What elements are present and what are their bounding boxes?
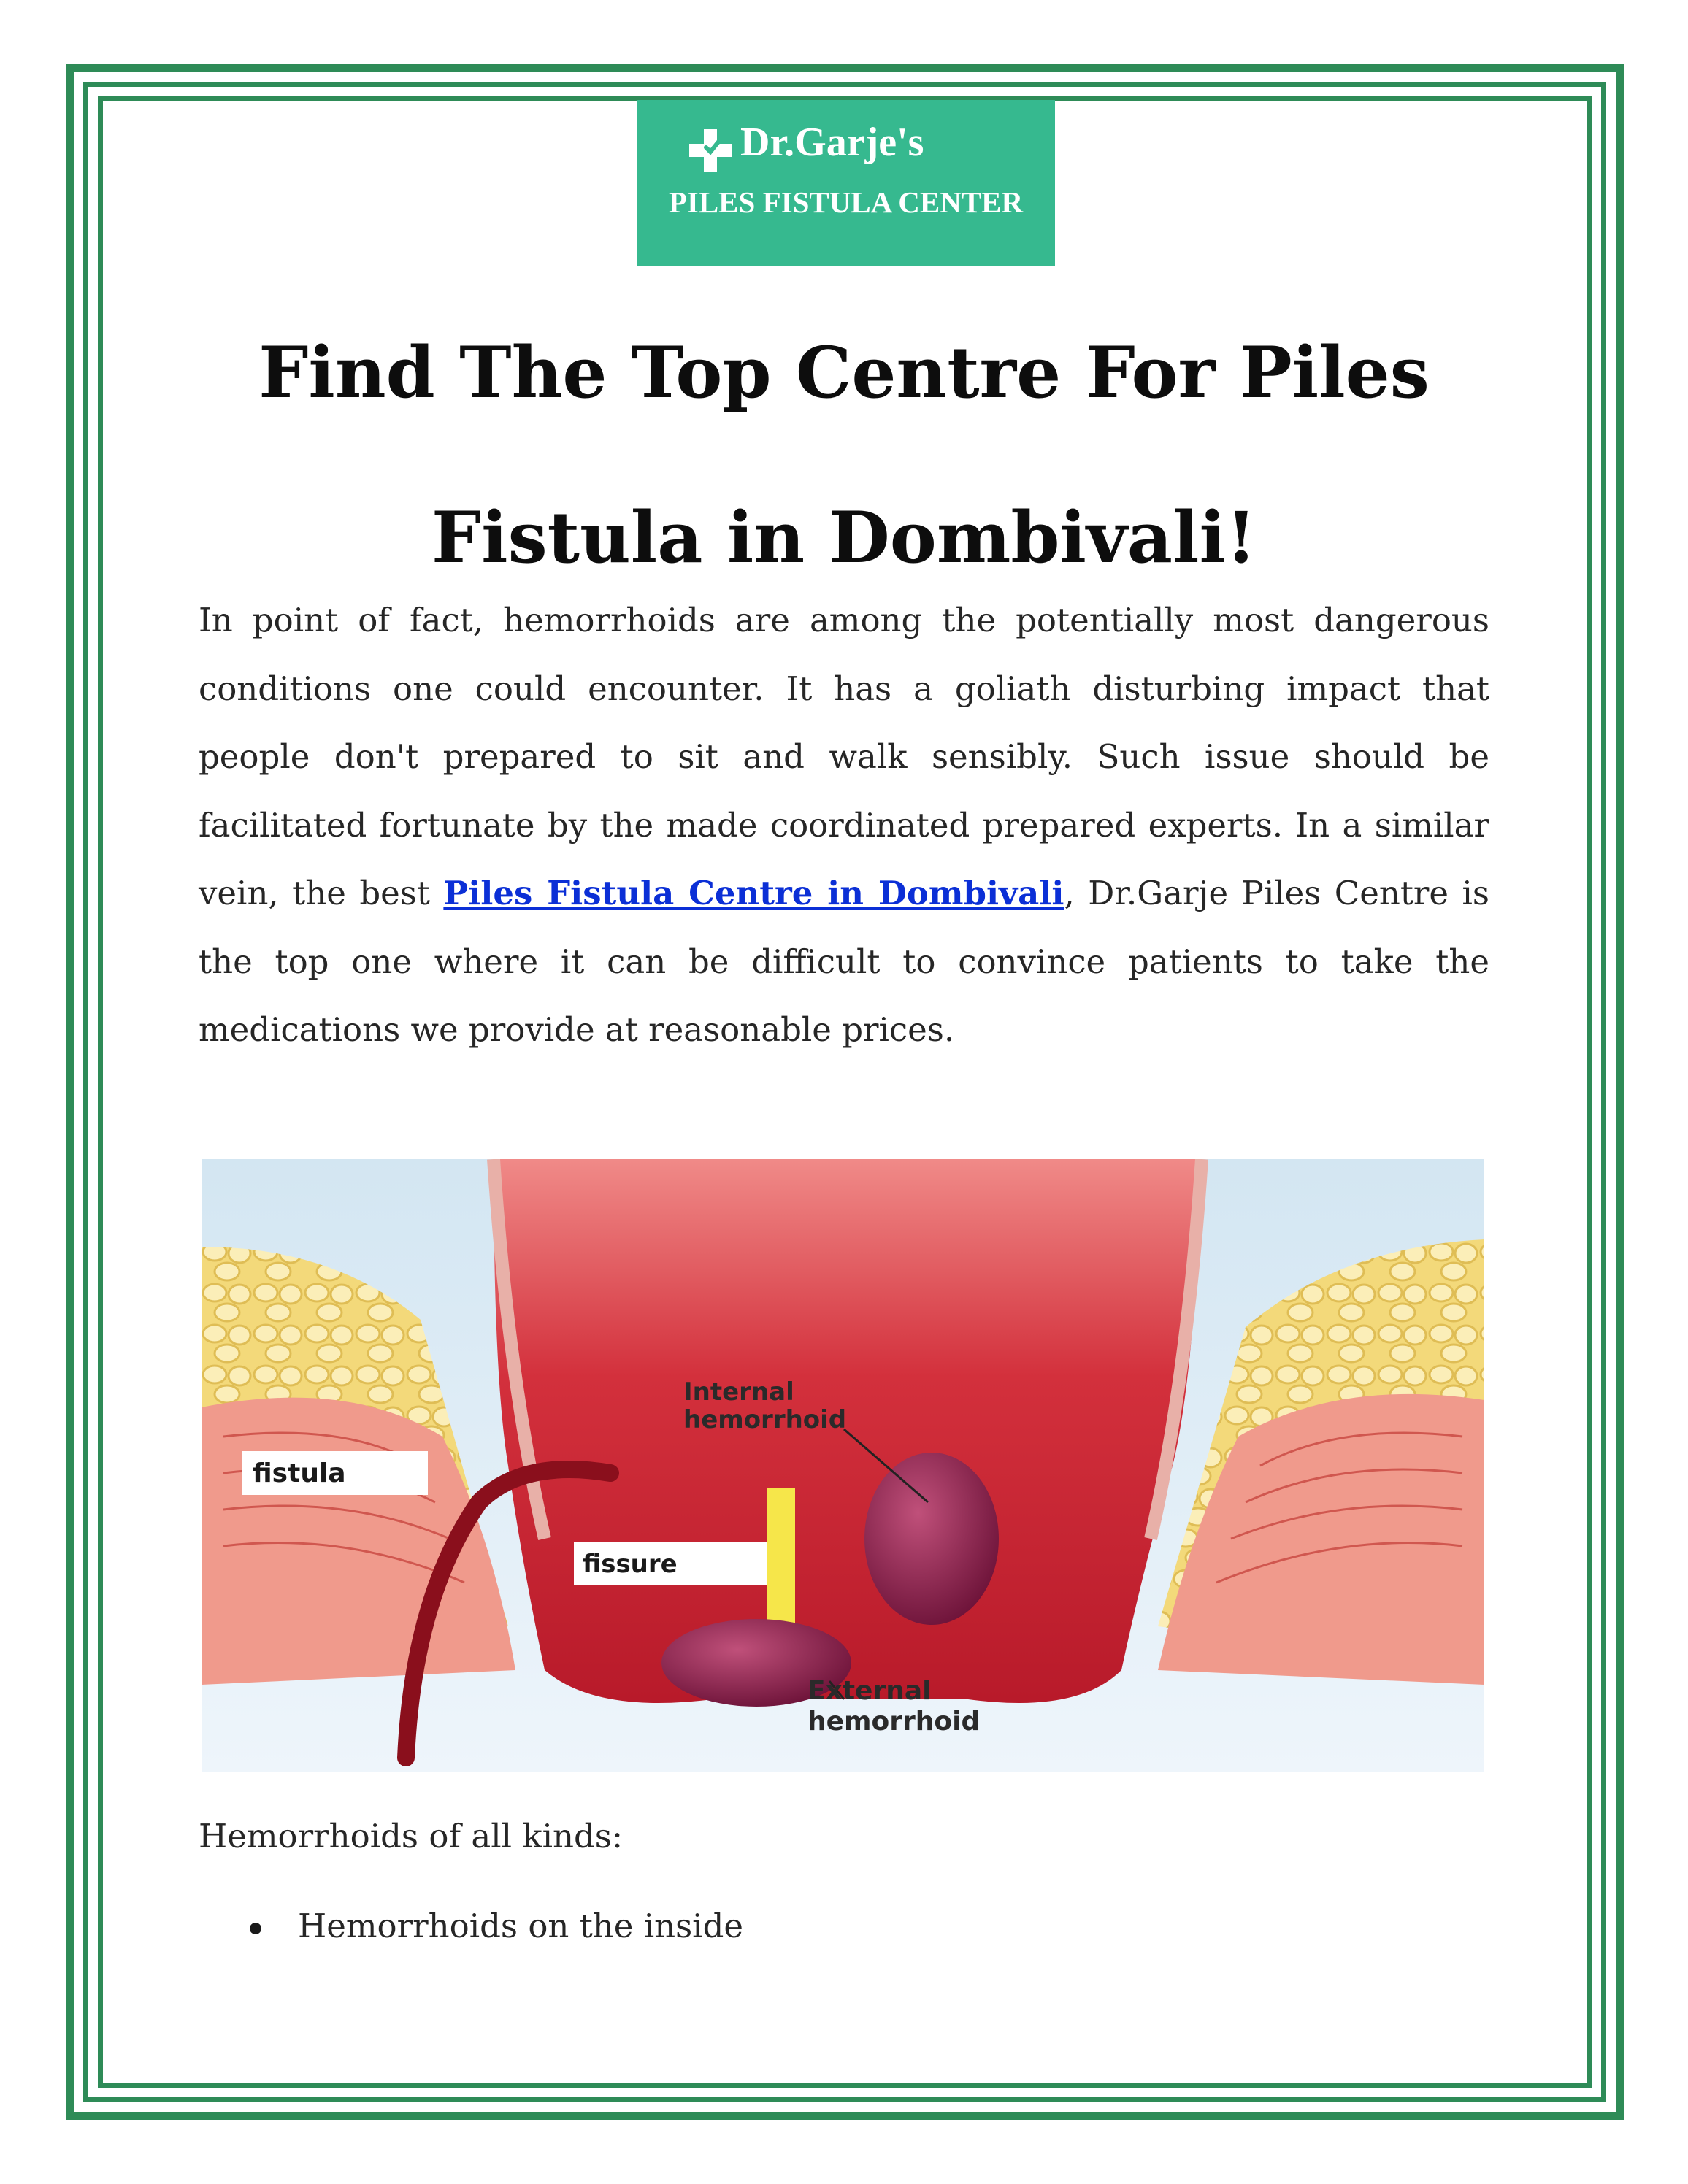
bullet-icon <box>250 1923 261 1934</box>
intro-text-start: In point of fact, hemorrhoids are among the potentially most dangerous conditions one could encounter. It has a goliath disturbing impact that people don't prepared to sit and walk sensibly. Such issue should be facilitated fortunate by the made coordinated prepared experts. In a similar vein, the best <box>199 601 1489 912</box>
medical-cross-icon <box>688 128 733 173</box>
logo-subtitle: PILES FISTULA CENTER <box>668 185 1024 219</box>
hemorrhoid-types-list <box>199 1907 743 1945</box>
label-fissure: fissure <box>583 1550 678 1579</box>
section-heading: Hemorrhoids of all kinds: <box>199 1817 624 1856</box>
intro-text-end: , Dr.Garje Piles Centre is the top one where it can be difficult to convince patients to take the medications we provide at reasonable prices. <box>199 874 1489 1049</box>
anatomy-illustration <box>202 1159 1484 1772</box>
list-item <box>199 1907 743 1945</box>
piles-fistula-centre-link[interactable]: Piles Fistula Centre in Dombivali <box>443 874 1064 912</box>
label-fistula: fistula <box>253 1458 346 1488</box>
label-external-2: hemorrhoid <box>807 1707 981 1737</box>
label-internal-2: hemorrhoid <box>683 1405 847 1434</box>
label-external-1: External <box>807 1676 932 1706</box>
list-item-text: Hemorrhoids on the inside <box>298 1907 744 1945</box>
clinic-logo <box>637 100 1055 266</box>
page-title: Find The Top Centre For Piles Fistula in Dombivali! <box>258 331 1430 579</box>
label-internal-1: Internal <box>683 1377 794 1407</box>
intro-paragraph <box>199 586 1489 1064</box>
logo-name: Dr.Garje's <box>740 120 924 165</box>
